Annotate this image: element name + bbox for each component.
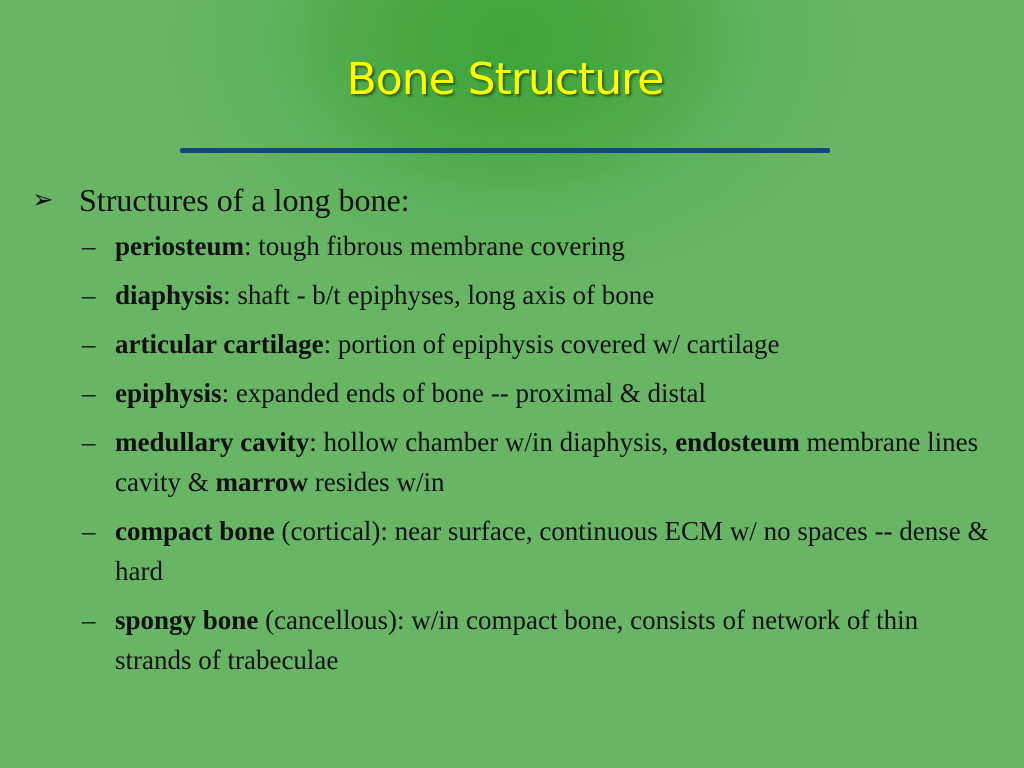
main-bullet (32, 178, 992, 222)
list-item (32, 600, 992, 680)
dash-bullet-icon: – (82, 427, 96, 457)
title-underline (180, 148, 830, 153)
definition: : portion of epiphysis covered w/ cartilage (323, 329, 780, 359)
list-item (32, 373, 992, 413)
term: endosteum (675, 427, 800, 457)
arrowhead-bullet-icon: ➢ (32, 185, 54, 215)
definition: : hollow chamber w/in diaphysis, (309, 427, 676, 457)
definition: resides w/in (307, 467, 445, 497)
definition: : expanded ends of bone -- proximal & distal (221, 378, 706, 408)
definition: (cancellous): w/in compact bone, consists of network of thin strands of trabeculae (115, 605, 919, 675)
term: periosteum (115, 231, 244, 261)
dash-bullet-icon: – (82, 231, 96, 261)
term: articular cartilage (115, 329, 324, 359)
definition: membrane lines cavity & (115, 427, 979, 497)
list-item (32, 511, 992, 591)
term: compact bone (115, 516, 275, 546)
dash-bullet-icon: – (82, 605, 96, 635)
dash-bullet-icon: – (82, 516, 96, 546)
definition: : tough fibrous membrane covering (243, 231, 625, 261)
definition: : shaft - b/t epiphyses, long axis of bone (223, 280, 655, 310)
term: marrow (215, 467, 308, 497)
dash-bullet-icon: – (82, 329, 96, 359)
list-item (32, 226, 992, 266)
term: epiphysis (115, 378, 222, 408)
slide-content (32, 178, 992, 689)
list-item (32, 275, 992, 315)
dash-bullet-icon: – (82, 280, 96, 310)
list-item (32, 422, 992, 502)
term: spongy bone (115, 605, 259, 635)
slide-title: Bone Structure (346, 54, 664, 105)
definition: (cortical): near surface, continuous ECM w/ no spaces -- dense & hard (115, 516, 989, 586)
list-item (32, 324, 992, 364)
term: diaphysis (115, 280, 224, 310)
term: medullary cavity (115, 427, 310, 457)
dash-bullet-icon: – (82, 378, 96, 408)
main-bullet-text: Structures of a long bone: (79, 182, 410, 218)
sub-bullet-list (32, 226, 992, 680)
